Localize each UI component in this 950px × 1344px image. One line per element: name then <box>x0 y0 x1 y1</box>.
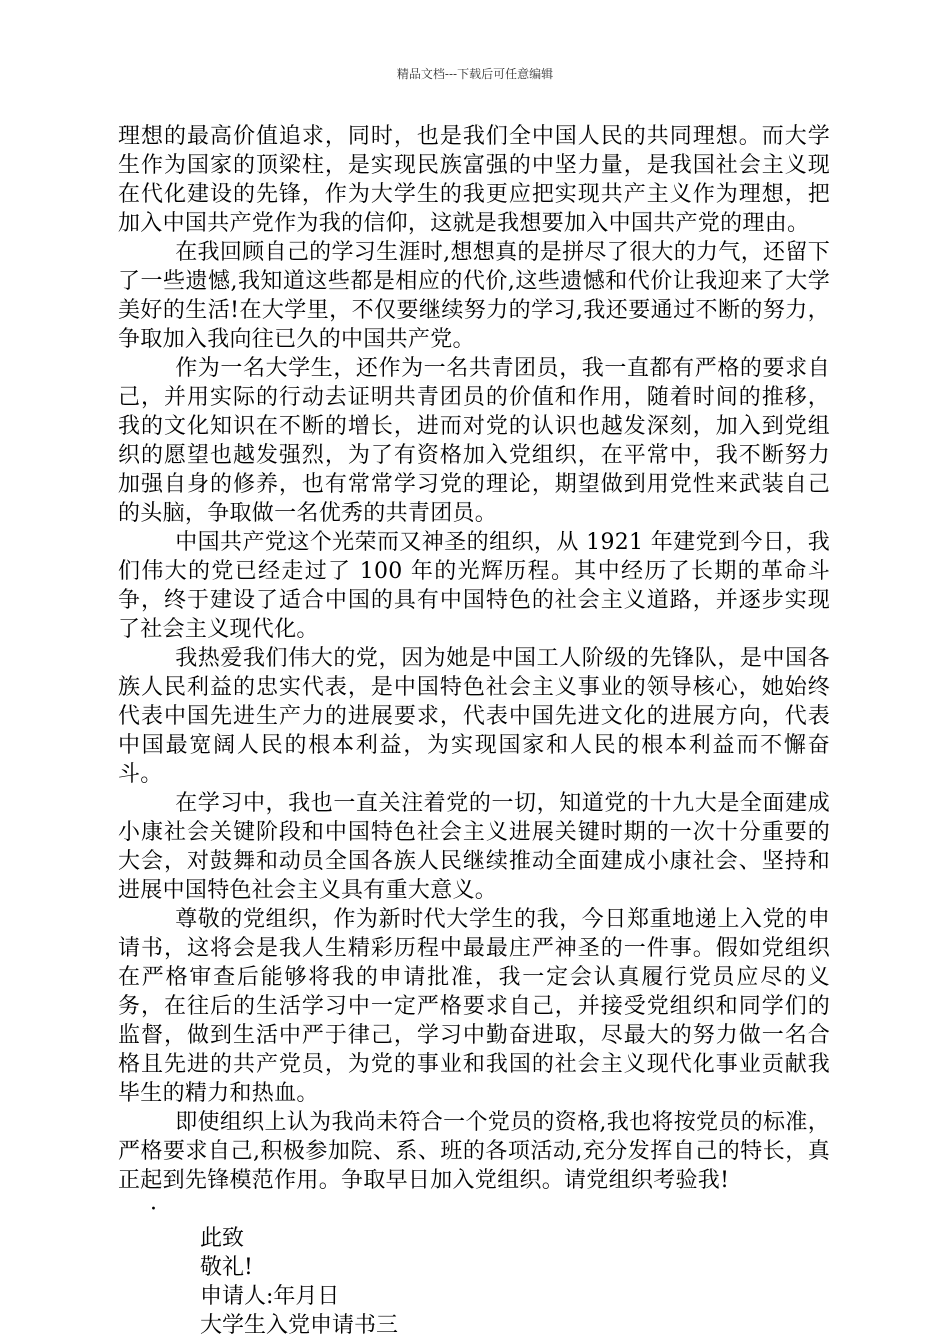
paragraph-6: 在学习中，我也一直关注着党的一切，知道党的十九大是全面建成小康社会关键阶段和中国特色社会主义进展关键时期的一次十分重要的大会，对鼓舞和动员全国各族人民继续推动全面建成小康社会、坚持和进展中国特色社会主义具有重大意义。 <box>118 791 830 903</box>
page-header: 精品文档---下载后可任意编辑 <box>396 67 554 81</box>
separator-dot: · <box>150 1197 157 1222</box>
paragraph-3: 作为一名大学生，还作为一名共青团员，我一直都有严格的要求自己，并用实际的行动去证明共青团员的价值和作用，随着时间的推移，我的文化知识在不断的增长，进而对党的认识也越发深刻，加入到党组织的愿望也越发强烈，为了有资格加入党组织，在平常中，我不断努力加强自身的修养，也有常常学习党的理论，期望做到用党性来武装自己的头脑，争取做一名优秀的共青团员。 <box>118 356 830 526</box>
paragraph-7: 尊敬的党组织，作为新时代大学生的我，今日郑重地递上入党的申请书，这将会是我人生精彩历程中最最庄严神圣的一件事。假如党组织在严格审查后能够将我的申请批准，我一定会认真履行党员应尽的义务，在往后的生活学习中一定严格要求自己，并接受党组织和同学们的监督，做到生活中严于律己，学习中勤奋进取，尽最大的努力做一名合格且先进的共产党员，为党的事业和我国的社会主义现代化事业贡献我毕生的精力和热血。 <box>118 907 830 1106</box>
closing-regards: 敬礼! <box>200 1255 253 1280</box>
paragraph-1: 理想的最高价值追求，同时，也是我们全中国人民的共同理想。而大学生作为国家的顶梁柱，是实现民族富强的中坚力量，是我国社会主义现在代化建设的先锋，作为大学生的我更应把实现共产主义作为理想，把加入中国共产党作为我的信仰，这就是我想要加入中国共产党的理由。 <box>118 124 830 236</box>
next-section-title: 大学生入党申请书三 <box>200 1313 399 1338</box>
applicant-date-line: 申请人:年月日 <box>200 1284 340 1309</box>
paragraph-8: 即使组织上认为我尚未符合一个党员的资格,我也将按党员的标准，严格要求自己,积极参加院、系、班的各项活动,充分发挥自己的特长，真正起到先锋模范作用。争取早日加入党组织。请党组织考验我! <box>118 1110 830 1193</box>
paragraph-4: 中国共产党这个光荣而又神圣的组织，从 1921 年建党到今日，我们伟大的党已经走过了 100 年的光辉历程。其中经历了长期的革命斗争，终于建设了适合中国的具有中国特色的社会主义道路，并逐步实现了社会主义现代化。 <box>118 530 830 642</box>
paragraph-2: 在我回顾自己的学习生涯时,想想真的是拼尽了很大的力气，还留下了一些遗憾,我知道这些都是相应的代价,这些遗憾和代价让我迎来了大学美好的生活!在大学里，不仅要继续努力的学习,我还要通过不断的努力，争取加入我向往已久的中国共产党。 <box>118 240 830 352</box>
document-body <box>118 122 830 1340</box>
paragraph-5: 我热爱我们伟大的党，因为她是中国工人阶级的先锋队，是中国各族人民利益的忠实代表，是中国特色社会主义事业的领导核心，她始终代表中国先进生产力的进展要求，代表中国先进文化的进展方向，代表中国最宽阔人民的根本利益，为实现国家和人民的根本利益而不懈奋斗。 <box>118 646 830 787</box>
closing-salutation: 此致 <box>200 1226 245 1251</box>
